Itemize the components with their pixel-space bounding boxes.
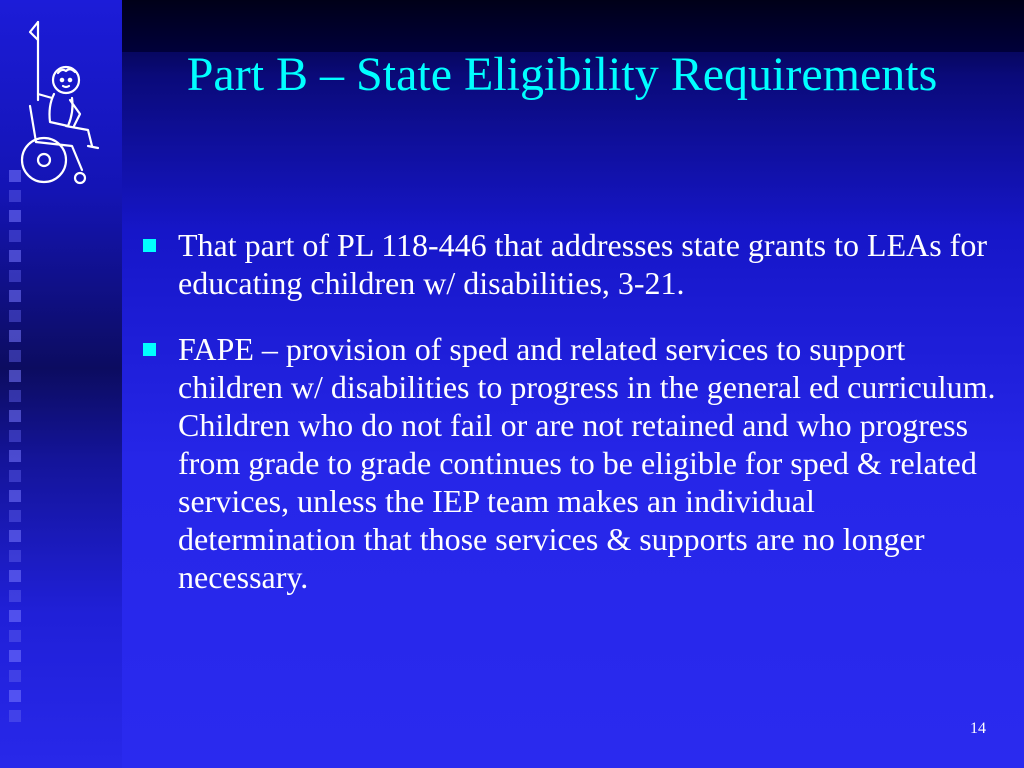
square-bullet-icon [143,239,156,252]
decorative-squares [0,170,30,750]
child-in-wheelchair-with-flag-icon [8,10,108,185]
bullet-list [140,226,1000,624]
page-number: 14 [970,720,986,737]
bullet-item [140,226,1000,302]
square-bullet-icon [143,343,156,356]
bullet-item [140,330,1000,596]
bullet-text: That part of PL 118-446 that addresses state grants to LEAs for educating children w/ disabilities, 3-21. [178,227,987,301]
slide-title: Part B – State Eligibility Requirements [186,48,938,101]
bullet-text: FAPE – provision of sped and related services to support children w/ disabilities to progress in the general ed curriculum. Children who do not fail or are not retained and who progress from grade to grade continues to be eligible for sped & related services, unless the IEP team makes an individual determination that those services & supports are no longer necessary. [178,331,996,595]
